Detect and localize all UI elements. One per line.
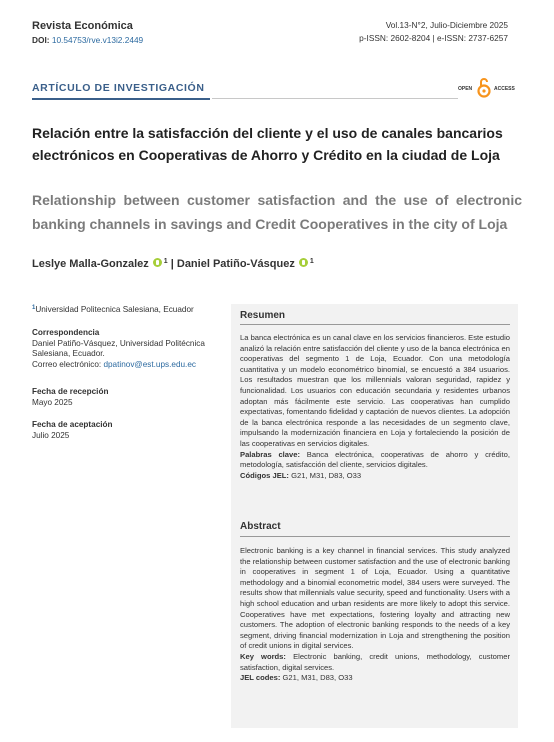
email-line [32, 360, 232, 371]
keywords-value: Electronic banking, credit unions, methodology, customer satisfaction, digital services. [240, 651, 510, 672]
orcid-icon[interactable] [153, 258, 162, 267]
section-divider [212, 98, 458, 99]
section-label: ARTÍCULO DE INVESTIGACIÓN [32, 82, 205, 94]
abstract-body: Electronic banking is a key channel in financial services. This study analyzed the relationship between customer satisfaction and the use of electronic banking in cooperatives in segment 1 of Loja, Ecuador. Using a quantitative methodology and a binomial econometric model, 384 users were surveyed. The results show that millennials value security, speed and functionality. Users with a high school education and urban residents are more likely to adopt this service. Cooperatives have met expectations, fostering loyalty and attracting new customers. The adoption of electronic banking responds to the needs of a key segment, driving financial modernization in Loja and strengthening the position of credit unions in digital services. [240, 546, 510, 651]
correspondence-name: Daniel Patiño-Vásquez, Universidad Politécnica [32, 338, 205, 348]
author-name[interactable]: Leslye Malla-Gonzalez [32, 258, 149, 270]
jel-label: Códigos JEL: [240, 470, 289, 480]
abstract-heading: Abstract [240, 521, 281, 532]
resumen-jel [240, 471, 510, 482]
resumen-keywords [240, 450, 510, 471]
doi-line [32, 35, 143, 45]
article-title-english: Relationship between customer satisfaction and the use of electronic banking channels in savings and Credit Cooperatives in the city of Loja [32, 192, 522, 232]
abstract-keywords [240, 652, 510, 673]
author-affiliation-number: 1 [163, 258, 168, 265]
author-affiliation-number: 1 [309, 258, 314, 265]
journal-name: Revista Económica [32, 20, 133, 32]
open-access-lock-icon [477, 77, 491, 99]
received-heading: Fecha de recepción [32, 387, 109, 396]
resumen-body: La banca electrónica es un canal clave en los servicios financieros. Este estudio analizó la relación entre satisfacción del cliente y uso de la banca electrónica en cooperativas del segmento 1 de Loja, Ecuador. Con una metodología cuantitativa y un modelo econométrico binomial, se encuestó a 384 usuarios. Los resultados muestran que los millennials valoran seguridad, rapidez y funcionalidad. Los usuarios con educación secundaria y residentes urbanos adoptan más fácilmente este servicio. Las cooperativas han cumplido expectativas, fomentando fidelidad y captación de nuevos clientes. La adopción de la banca electrónica responde a las necesidades de un segmento clave, impulsando la modernización financiera en Loja y fortaleciendo la posición de las cooperativas en servicios digitales. [240, 333, 510, 448]
section-underline [32, 98, 210, 100]
open-access-open-text: OPEN [458, 86, 473, 92]
abstract-jel [240, 673, 510, 684]
resumen-divider [240, 324, 510, 325]
accepted-date: Julio 2025 [32, 430, 70, 440]
email-label: Correo electrónico: [32, 359, 102, 369]
doi-link[interactable]: 10.54753/rve.v13i2.2449 [51, 35, 144, 45]
jel-value: G21, M31, D83, O33 [282, 673, 353, 683]
author-separator: | [170, 258, 174, 270]
affiliation [32, 303, 232, 316]
received-block [32, 387, 232, 408]
affiliation-number: 1 [32, 305, 36, 311]
correspondence-block [32, 328, 232, 370]
resumen-text [240, 333, 510, 481]
issn-info: p-ISSN: 2602-8204 | e-ISSN: 2737-6257 [359, 33, 508, 43]
keywords-label: Key words: [240, 651, 286, 661]
doi-label: DOI: [32, 35, 50, 45]
author-name[interactable]: Daniel Patiño-Vásquez [176, 258, 295, 270]
jel-label: JEL codes: [240, 673, 281, 683]
received-date: Mayo 2025 [32, 397, 73, 407]
open-access-logo [458, 76, 516, 100]
volume-info: Vol.13-N°2, Julio-Diciembre 2025 [385, 20, 508, 30]
article-title-spanish: Relación entre la satisfacción del cliente y el uso de canales bancarios electrónicos en Cooperativas de Ahorro y Crédito en la ciudad de Loja [32, 125, 503, 163]
correspondence-heading: Correspondencia [32, 328, 100, 337]
affiliation-text: Universidad Politecnica Salesiana, Ecuador [35, 305, 194, 314]
keywords-label: Palabras clave: [240, 449, 300, 459]
email-link[interactable]: dpatinov@est.ups.edu.ec [103, 359, 196, 369]
accepted-block [32, 420, 232, 441]
author-list [32, 258, 314, 270]
orcid-icon[interactable] [299, 258, 308, 267]
accepted-heading: Fecha de aceptación [32, 420, 113, 429]
correspondence-institution: Salesiana, Ecuador. [32, 349, 105, 359]
jel-value: G21, M31, D83, O33 [291, 470, 362, 480]
open-access-access-text: ACCESS [494, 86, 515, 92]
abstract-divider [240, 536, 510, 537]
keywords-value: Banca electrónica, cooperativas de ahorro y crédito, metodología, satisfacción del cliente, servicios digitales. [240, 449, 510, 470]
resumen-heading: Resumen [240, 310, 286, 321]
abstract-text [240, 546, 510, 684]
